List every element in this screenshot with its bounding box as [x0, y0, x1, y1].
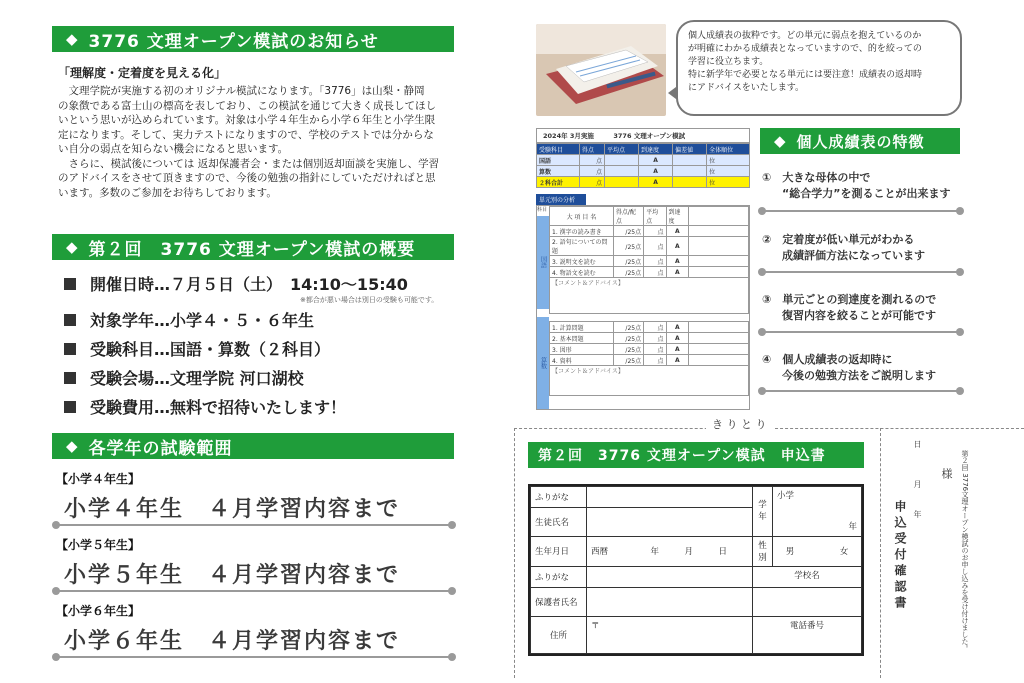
diamond-icon: ◆ — [66, 437, 79, 455]
address-label: 住所 — [531, 616, 587, 653]
report-photo — [536, 24, 666, 116]
grade-tag: 【小学４年生】 — [56, 472, 141, 486]
unit-analysis-block — [536, 205, 750, 410]
diamond-icon: ◆ — [66, 238, 79, 256]
square-bullet-icon — [64, 314, 76, 326]
body-line: さらに、模試後については 返却保護者会・または個別返却面談を実施し、学習 — [58, 157, 440, 170]
receipt-day: 日 — [913, 440, 922, 448]
bubble-line: 個人成績表の抜粋です。どの単元に弱点を抱えているのか — [688, 31, 922, 41]
feature-3: ③ 単元ごとの到達度を測れるので 復習内容を絞ることが可能です — [762, 293, 937, 322]
square-bullet-icon — [64, 372, 76, 384]
section-title: 各学年の試験範囲 — [88, 438, 233, 459]
bubble-line: にアドバイスをいたします。 — [688, 83, 805, 93]
grade-label: 学年 — [753, 487, 773, 537]
grade-range: 小学６年生 ４月学習内容まで — [64, 629, 401, 654]
divider-line — [56, 590, 452, 592]
body-line: 文理学院が実施する初のオリジナル模試になります。「3776」は山梨・静岡 — [58, 85, 425, 97]
square-bullet-icon — [64, 401, 76, 413]
sex-field[interactable]: 男 女 — [773, 536, 862, 566]
subject-column: 科目 国語 算数 — [537, 206, 549, 409]
student-name-label: 生徒氏名 — [531, 507, 587, 536]
square-bullet-icon — [64, 278, 76, 290]
feature-4: ④ 個人成績表の返却時に 今後の勉強方法をご説明します — [762, 353, 936, 382]
grade-range: 小学５年生 ４月学習内容まで — [64, 563, 401, 588]
furigana-label: ふりがな — [531, 487, 587, 508]
divider-line — [56, 656, 452, 658]
section-header-notice — [52, 26, 454, 52]
form-title-bar — [528, 442, 864, 468]
guardian-furigana-field[interactable] — [587, 566, 753, 587]
cut-line-vertical — [514, 428, 515, 678]
birth-label: 生年月日 — [531, 536, 587, 566]
divider-line — [762, 210, 960, 212]
receipt-stamp: 様 — [940, 468, 953, 479]
body-line: いという思いが込められています。対象は小学４年生から小学６年生と小学生限 — [58, 114, 436, 126]
grade-range: 小学４年生 ４月学習内容まで — [64, 497, 401, 522]
school-name-field[interactable] — [753, 587, 862, 616]
date-note: ※都合が悪い場合は別日の受験も可能です。 — [300, 296, 439, 304]
divider-line — [762, 390, 960, 392]
overview-item-subjects: 受験科目…国語・算数（２科目） — [64, 337, 330, 360]
address-field[interactable]: 〒 — [587, 616, 753, 653]
grade-field[interactable]: 小学 年 — [773, 487, 862, 537]
receipt-note: 第２回 3776文理オープン模試のお申し込みを受け付けました。 — [961, 450, 969, 653]
unit-table: 大 項 目 名 得点/配点 平均点 到達度 1. 漢字の読み書き /25点 点 A 2. 語句についての問題 /25点 点 A 3. 説明文を読む /25点 点 A 4. 物語文を読む /25点 点 A 【コメント＆アドバイス】 1. 計算問題 /25点 点 A 2. 基本問題 /25点 点 A 3. 図形 /25点 点 A 4. 資料 /25点 点 A 【コメント＆アドバイス】 — [549, 206, 749, 396]
divider-line — [762, 271, 960, 273]
overview-item-fee: 受験費用…無料で招待いたします！ — [64, 395, 346, 418]
form-title: 第２回 3776 文理オープン模試 申込書 — [538, 448, 826, 464]
grade-tag: 【小学５年生】 — [56, 538, 141, 552]
section-header-features — [760, 128, 960, 154]
sample-report-card — [536, 128, 750, 402]
diamond-icon: ◆ — [774, 132, 787, 150]
cut-line-vertical — [880, 428, 881, 678]
diamond-icon: ◆ — [66, 30, 79, 48]
bubble-line: が明確にわかる成績表となっていますので、的を絞っての — [688, 44, 922, 54]
receipt-year: 年 — [913, 510, 922, 518]
grade-tag: 【小学６年生】 — [56, 604, 141, 618]
student-name-field[interactable] — [587, 507, 753, 536]
section-title: 個人成績表の特徴 — [796, 132, 925, 151]
square-bullet-icon — [64, 343, 76, 355]
section-header-range — [52, 433, 454, 459]
feature-1: ① 大きな母体の中で “総合学力”を測ることが出来ます — [762, 171, 951, 200]
receipt-title: 申込受付確認書 — [893, 500, 907, 612]
feature-2: ② 定着度が低い単元がわかる 成績評価方法になっています — [762, 233, 925, 262]
body-line: の象徴である富士山の標高を表しており、この模試を通じて大きく成長してほし — [58, 99, 436, 112]
overview-item-date: 開催日時…７月５日（土） 14:10〜15:40 — [64, 272, 408, 295]
body-line: のアドバイスをさせて頂きますので、今後の勉強の指針にしていただければと思 — [58, 172, 436, 184]
tagline: 「理解度・定着度を見える化」 — [58, 66, 227, 80]
guardian-name-label: 保護者氏名 — [531, 587, 587, 616]
overview-item-venue: 受験会場…文理学院 河口湖校 — [64, 366, 304, 389]
section-title: 第２回 3776 文理オープン模試の概要 — [88, 239, 416, 260]
overview-item-grade: 対象学年…小学４・５・６年生 — [64, 308, 314, 331]
cut-label: き り と り — [706, 416, 773, 432]
school-name-label: 学校名 — [753, 566, 862, 587]
bubble-line: 特に新学年で必要となる単元には要注意！成績表の返却時 — [688, 70, 923, 80]
furigana-field[interactable] — [587, 487, 753, 508]
divider-line — [762, 331, 960, 333]
intro-body — [58, 84, 458, 200]
report-header: 2024年 3月実施 3776 文理オープン模試 — [536, 128, 750, 143]
report-summary-table: 受験科目 得点 平均点 到達度 偏差値 全体順位 国語 点 A 位 算数 点 A 位 ２科合計 点 A 位 — [536, 143, 750, 188]
speech-bubble — [676, 20, 962, 116]
guardian-furigana-label: ふりがな — [531, 566, 587, 587]
body-line: います。多数のご参加をお待ちしております。 — [58, 186, 277, 199]
sex-label: 性別 — [753, 536, 773, 566]
phone-field[interactable]: 電話番号 — [753, 616, 862, 653]
divider-line — [56, 524, 452, 526]
section-title: 3776 文理オープン模試のお知らせ — [88, 31, 379, 52]
body-line: い自分の弱点を知らない機会になると思います。 — [58, 143, 289, 155]
application-form — [528, 484, 864, 656]
guardian-name-field[interactable] — [587, 587, 753, 616]
bubble-line: 学習に役立ちます。 — [688, 57, 769, 67]
section-header-overview — [52, 234, 454, 260]
unit-analysis-label: 単元別の分析 — [536, 194, 586, 205]
photo-illustration — [536, 24, 666, 116]
body-line: 定になります。そして、実力テストになりますので、学校のテストでは分からな — [58, 128, 434, 141]
receipt-month: 月 — [913, 480, 922, 488]
birth-field[interactable]: 西暦 年 月 日 — [587, 536, 753, 566]
